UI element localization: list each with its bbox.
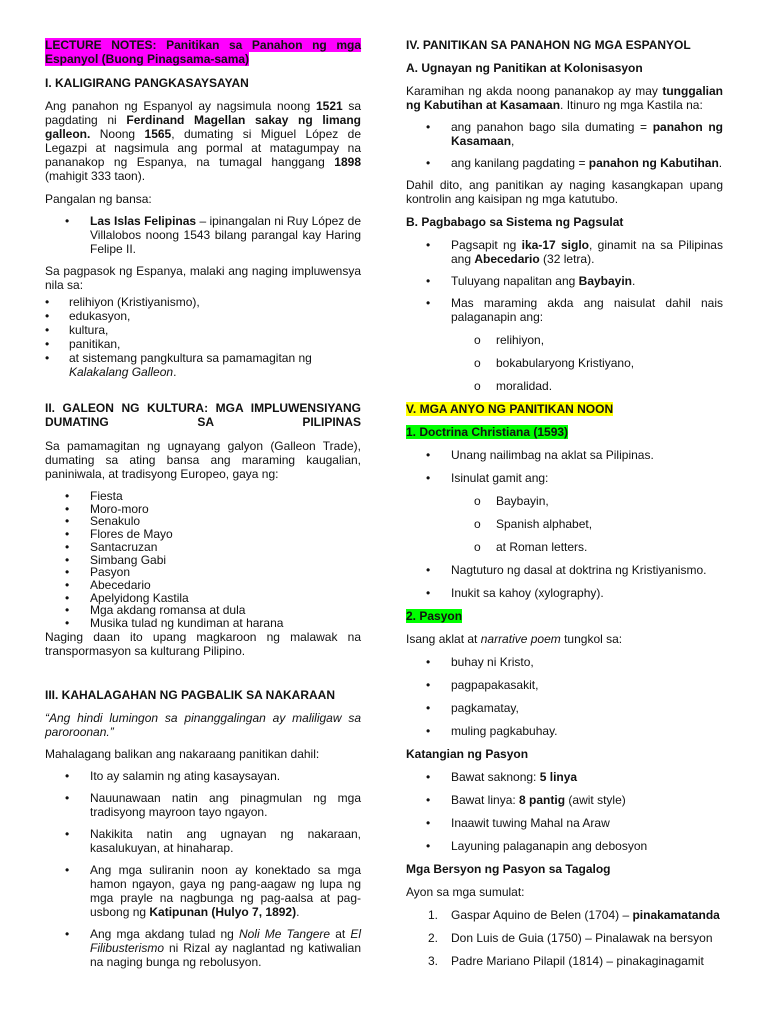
list-item <box>406 120 723 148</box>
text: sa pagdating ni <box>45 99 361 127</box>
text: (mahigit 333 taon). <box>45 169 146 183</box>
list-item <box>406 655 723 669</box>
section-3-heading: III. KAHALAGAHAN NG PAGBALIK SA NAKARAAN <box>45 687 335 702</box>
list-item <box>45 927 361 969</box>
bullet-icon: • <box>45 351 50 365</box>
section-5-heading-text: V. MGA ANYO NG PANITIKAN NOON <box>406 402 614 416</box>
list-item <box>406 678 723 692</box>
text: Ang mga suliranin noon ay konektado sa mga hamon ngayon, gaya ng pang-aagaw ng lupa ng mga prayle na nagbunga ng pag-aalsa at pag-usbong ng <box>90 862 361 919</box>
doctrina-heading-text: 1. Doctrina Christiana (1593) <box>406 425 569 439</box>
bullet-icon: • <box>65 552 70 567</box>
list-item <box>45 791 361 819</box>
text: . <box>718 156 723 170</box>
list-item <box>45 351 361 379</box>
list-item <box>406 379 723 393</box>
s1-bullet <box>45 214 361 256</box>
text: Ito ay salamin ng ating kasaysayan. <box>90 768 281 783</box>
bersyon-paragraph: Ayon sa mga sumulat: <box>406 885 525 899</box>
bullet-icon: • <box>426 274 431 288</box>
bullet-icon: • <box>426 471 431 485</box>
bullet-icon: • <box>65 926 70 941</box>
text: kultura, <box>69 323 109 337</box>
text: Layuning palaganapin ang debosyon <box>451 839 648 853</box>
text: narrative poem <box>480 632 561 646</box>
bullet-icon: • <box>65 539 70 554</box>
text: Pagsapit ng <box>451 238 522 252</box>
magellan-text: Ferdinand Magellan sakay ng limang galleon. <box>45 113 361 141</box>
title-highlight <box>45 38 361 66</box>
text: edukasyon, <box>69 309 131 323</box>
list-item <box>406 954 723 968</box>
text: bokabularyong Kristiyano, <box>496 356 635 370</box>
bullet-icon: • <box>426 793 431 807</box>
text: Flores de Mayo <box>90 527 173 542</box>
bersyon-list <box>406 908 723 968</box>
bullet-icon: • <box>65 590 70 605</box>
doctrina-sublist <box>406 494 723 554</box>
quote-text: “Ang hindi lumingon sa pinanggalingan ay maliligaw sa paroroonan.” <box>45 710 361 739</box>
s4b-list <box>406 238 723 324</box>
section-4-heading: IV. PANITIKAN SA PANAHON NG MGA ESPANYOL <box>406 38 691 52</box>
doctrina-heading <box>406 425 723 439</box>
bullet-icon: • <box>426 816 431 830</box>
pasyon-heading-text: 2. Pasyon <box>406 609 463 623</box>
text: Isinulat gamit ang: <box>451 471 549 485</box>
section-2-heading: II. GALEON NG KULTURA: MGA IMPLUWENSIYANG DUMATING SA PILIPINAS <box>45 401 361 429</box>
document-title <box>45 38 361 66</box>
list-item <box>45 337 361 351</box>
text: ang kanilang pagdating = <box>451 156 589 170</box>
text: Noong <box>90 127 145 141</box>
text: panahon ng Kasamaan <box>451 120 723 148</box>
list-item <box>406 931 723 945</box>
list-item <box>45 295 361 309</box>
text: pagkamatay, <box>451 701 519 715</box>
circle-bullet-icon: o <box>474 494 481 508</box>
text: . Itinuro ng mga Kastila na: <box>560 98 703 112</box>
list-item <box>406 839 723 853</box>
section-4b-heading: B. Pagbabago sa Sistema ng Pagsulat <box>406 215 624 229</box>
s2-paragraph-1: Sa pamamagitan ng ugnayang galyon (Galleon Trade), dumating sa ating bansa ang maraming kaugalian, paniniwala, at tradisyong Europeo, gaya ng: <box>45 439 361 481</box>
text: ika-17 siglo <box>521 238 590 252</box>
text: ni Rizal ay naglantad ng katiwalian na naging bunga ng rebolusyon. <box>90 940 361 969</box>
bullet-icon: • <box>426 678 431 692</box>
text: Gaspar Aquino de Belen (1704) – <box>451 908 633 922</box>
bullet-icon: • <box>45 323 50 337</box>
list-item <box>406 816 723 830</box>
doctrina-list-2 <box>406 563 723 600</box>
bullet-icon: • <box>426 655 431 669</box>
text: panitikan, <box>69 337 121 351</box>
text: . <box>173 365 177 379</box>
text: panahon ng Kabutihan <box>588 156 719 170</box>
text: Ang panahon ng Espanyol ay nagsimula noong <box>45 99 316 113</box>
s4a-paragraph-1 <box>406 84 723 112</box>
bullet-icon: • <box>426 701 431 715</box>
s1-paragraph-2: Pangalan ng bansa: <box>45 192 152 206</box>
text: Nagtuturo ng dasal at doktrina ng Kristiyanismo. <box>451 563 707 577</box>
text: Ang mga akdang tulad ng <box>90 926 239 941</box>
text: Apelyidong Kastila <box>90 590 189 605</box>
katangian-list <box>406 770 723 853</box>
s3-reasons-list <box>45 769 361 969</box>
bullet-icon: • <box>65 514 70 529</box>
text: (32 letra). <box>539 252 595 266</box>
list-item <box>406 471 723 485</box>
bullet-icon: • <box>426 296 431 310</box>
text: Baybayin, <box>496 494 549 508</box>
circle-bullet-icon: o <box>474 517 481 531</box>
circle-bullet-icon: o <box>474 379 481 393</box>
text: . <box>632 274 636 288</box>
bullet-icon: • <box>65 768 70 783</box>
section-1-heading: I. KALIGIRANG PANGKASAYSAYAN <box>45 76 249 90</box>
bullet-icon: • <box>426 448 431 462</box>
text: relihiyon (Kristiyanismo), <box>69 295 200 309</box>
text: Inukit sa kahoy (xylography). <box>451 586 604 600</box>
list-item <box>406 156 723 170</box>
list-number: 3. <box>428 954 439 968</box>
text: Bawat saknong: <box>451 770 540 784</box>
text: Simbang Gabi <box>90 552 167 567</box>
text: Moro-moro <box>90 501 149 516</box>
bullet-icon: • <box>65 862 70 877</box>
text: at <box>330 926 351 941</box>
text: buhay ni Kristo, <box>451 655 534 669</box>
bullet-icon: • <box>65 603 70 618</box>
text: pagpapakasakit, <box>451 678 539 692</box>
list-item <box>406 356 723 370</box>
pasyon-heading <box>406 609 723 623</box>
list-item <box>406 770 723 784</box>
text: Senakulo <box>90 514 141 529</box>
list-item <box>406 563 723 577</box>
text: 8 pantig <box>519 793 566 807</box>
circle-bullet-icon: o <box>474 356 481 370</box>
s4b-sublist <box>406 333 723 393</box>
list-item <box>45 617 361 630</box>
list-item <box>406 296 723 324</box>
text: Noli Me Tangere <box>238 926 331 941</box>
text: Isang aklat at <box>406 632 481 646</box>
katangian-heading: Katangian ng Pasyon <box>406 747 529 761</box>
text: pinakamatanda <box>632 908 720 922</box>
s2-tradition-list <box>45 490 361 630</box>
pasyon-paragraph <box>406 632 723 646</box>
circle-bullet-icon: o <box>474 333 481 347</box>
text: Inaawit tuwing Mahal na Araw <box>451 816 610 830</box>
list-item <box>45 863 361 919</box>
text: Spanish alphabet, <box>496 517 593 531</box>
text: El Filibusterismo <box>90 926 361 955</box>
bullet-icon: • <box>426 563 431 577</box>
year-1898: 1898 <box>334 155 361 169</box>
s1-paragraph-1 <box>45 99 361 183</box>
bullet-icon: • <box>426 238 431 252</box>
doctrina-list <box>406 448 723 485</box>
list-item <box>406 238 723 266</box>
list-item <box>406 586 723 600</box>
text: Bawat linya: <box>451 793 520 807</box>
s3-paragraph-1: Mahalagang balikan ang nakaraang panitikan dahil: <box>45 746 320 761</box>
text: . <box>296 904 300 919</box>
year-1521: 1521 <box>315 99 343 113</box>
bullet-icon: • <box>65 616 70 631</box>
bullet-icon: • <box>45 295 50 309</box>
text: at sistemang pangkultura sa pamamagitan ng <box>69 351 312 365</box>
list-item <box>45 827 361 855</box>
list-item <box>406 793 723 807</box>
right-column <box>406 38 723 968</box>
bullet-icon: • <box>65 790 70 805</box>
section-5-heading <box>406 402 723 416</box>
text: Mas maraming akda ang naisulat dahil nais palaganapin ang: <box>451 296 723 324</box>
text: Abecedario <box>90 577 151 592</box>
bullet-icon: • <box>65 577 70 592</box>
text: Pasyon <box>90 565 131 580</box>
text: 5 linya <box>539 770 578 784</box>
list-number: 2. <box>428 931 439 945</box>
list-item <box>406 333 723 347</box>
s4a-list <box>406 120 723 170</box>
bullet-icon: • <box>426 839 431 853</box>
text: ang panahon bago sila dumating = <box>451 120 653 134</box>
text: , <box>511 134 515 148</box>
title-text: LECTURE NOTES: Panitikan sa Panahon ng mga Espanyol (Buong Pinagsama-sama) <box>45 38 361 66</box>
text: – ipinangalan ni Ruy López de Villalobos noong 1543 bilang parangal kay Haring Felipe II. <box>90 214 361 256</box>
text: Las Islas Felipinas <box>90 214 197 228</box>
bullet-icon: • <box>45 309 50 323</box>
pasyon-list <box>406 655 723 738</box>
bullet-icon: • <box>65 214 70 228</box>
list-item <box>406 448 723 462</box>
bullet-icon: • <box>426 586 431 600</box>
bullet-icon: • <box>65 489 70 503</box>
text: Musika tulad ng kundiman at harana <box>90 616 284 631</box>
text: tunggalian ng Kabutihan at Kasamaan <box>406 84 723 112</box>
bullet-icon: • <box>65 501 70 516</box>
text: at Roman letters. <box>496 540 588 554</box>
bersyon-heading: Mga Bersyon ng Pasyon sa Tagalog <box>406 862 611 876</box>
bullet-icon: • <box>65 565 70 580</box>
year-1565: 1565 <box>144 127 172 141</box>
text: Fiesta <box>90 489 123 503</box>
text: Baybayin <box>578 274 633 288</box>
text: Nakikita natin ang ugnayan ng nakaraan, kasalukuyan, at hinaharap. <box>90 826 361 855</box>
list-item <box>406 724 723 738</box>
list-item <box>45 769 361 783</box>
s4a-paragraph-2: Dahil dito, ang panitikan ay naging kasangkapan upang kontrolin ang kaisipan ng mga katutubo. <box>406 178 723 206</box>
list-number: 1. <box>428 908 439 922</box>
list-item <box>406 701 723 715</box>
text: (awit style) <box>565 793 626 807</box>
text: , ginamit na sa Pilipinas ang <box>451 238 723 266</box>
list-item <box>45 309 361 323</box>
text: Abecedario <box>474 252 540 266</box>
bullet-icon: • <box>426 156 431 170</box>
bullet-icon: • <box>426 724 431 738</box>
text: muling pagkabuhay. <box>451 724 558 738</box>
list-item <box>406 908 723 922</box>
text: Karamihan ng akda noong pananakop ay may <box>406 84 663 98</box>
text: tungkol sa: <box>560 632 623 646</box>
text: Tuluyang napalitan ang <box>451 274 579 288</box>
text: Mga akdang romansa at dula <box>90 603 246 618</box>
list-item <box>406 540 723 554</box>
text: Unang nailimbag na aklat sa Pilipinas. <box>451 448 654 462</box>
bullet-icon: • <box>65 826 70 841</box>
bullet-icon: • <box>65 527 70 542</box>
text: Padre Mariano Pilapil (1814) – pinakaginagamit <box>451 954 704 968</box>
text: , dumating si Miguel López de Legazpi at nagsimula ang pormal at matagumpay na pananakop ng Espanya, na tumagal hanggang <box>45 127 361 169</box>
text: Kalakalang Galleon <box>69 365 174 379</box>
s2-paragraph-2: Naging daan ito upang magkaroon ng malawak na transpormasyon sa kulturang Pilipino. <box>45 629 361 658</box>
text: moralidad. <box>496 379 553 393</box>
list-item <box>406 274 723 288</box>
circle-bullet-icon: o <box>474 540 481 554</box>
bullet-icon: • <box>426 770 431 784</box>
text: Katipunan (Hulyo 7, 1892) <box>149 904 297 919</box>
section-4a-heading: A. Ugnayan ng Panitikan at Kolonisasyon <box>406 61 643 75</box>
s1-paragraph-3: Sa pagpasok ng Espanya, malaki ang naging impluwensya nila sa: <box>45 264 361 292</box>
list-item <box>406 517 723 531</box>
s1-influence-list <box>45 295 361 379</box>
text: relihiyon, <box>496 333 545 347</box>
bullet-icon: • <box>45 337 50 351</box>
s3-quote <box>45 711 361 739</box>
text: Santacruzan <box>90 539 158 554</box>
list-item <box>406 494 723 508</box>
text: Nauunawaan natin ang pinagmulan ng mga tradisyong mayroon tayo ngayon. <box>90 790 361 819</box>
text: Don Luis de Guia (1750) – Pinalawak na bersyon <box>451 931 713 945</box>
list-item <box>45 323 361 337</box>
bullet-icon: • <box>426 120 431 134</box>
left-column <box>45 38 361 969</box>
